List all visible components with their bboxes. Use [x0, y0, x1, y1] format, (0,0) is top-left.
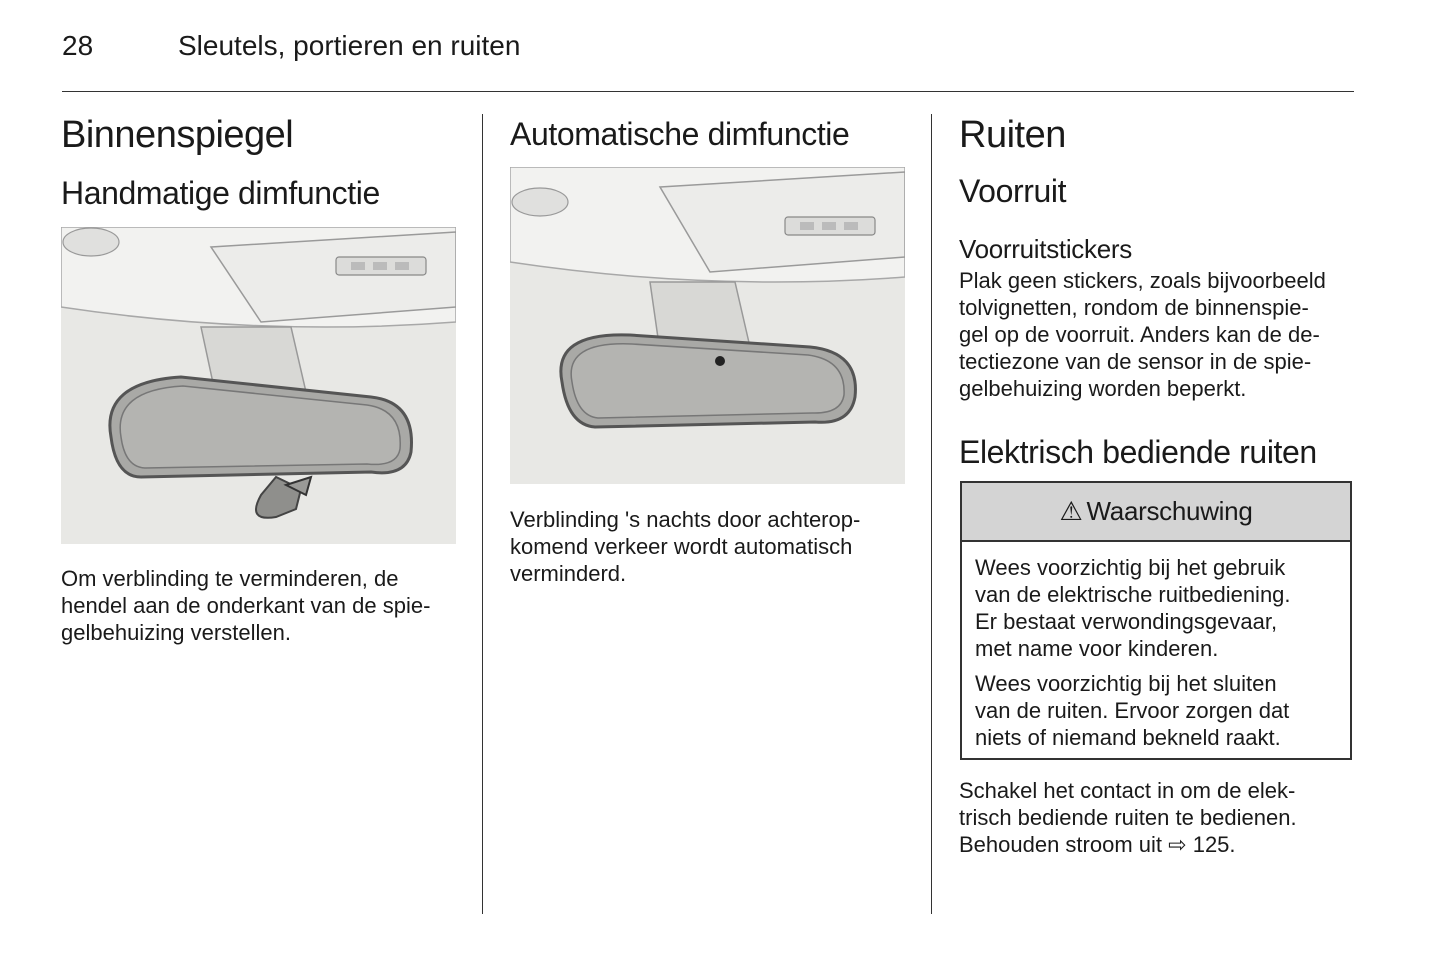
manual-dim-mirror-illustration — [61, 227, 456, 544]
page-reference[interactable]: 125. — [1186, 832, 1236, 857]
paragraph — [959, 267, 1359, 402]
minor-heading: Voorruitstickers — [959, 234, 1132, 264]
text-line: komend verkeer wordt automatisch — [510, 534, 853, 559]
page-number: 28 — [62, 30, 94, 61]
subsection-heading: Automatische dimfunctie — [510, 116, 850, 152]
paragraph — [61, 565, 461, 646]
text-line: gelbehuizing worden beperkt. — [959, 376, 1247, 401]
auto-dim-mirror-illustration — [510, 167, 905, 484]
subsection-heading: Voorruit — [959, 173, 1067, 209]
subsection-heading: Elektrisch bediende ruiten — [959, 434, 1317, 470]
warning-body — [962, 542, 1350, 751]
warning-box — [960, 481, 1352, 760]
text-line: Behouden stroom uit ⇨ 125. — [959, 832, 1236, 857]
text-line: gelbehuizing verstellen. — [61, 620, 291, 645]
text-line: tectiezone van de sensor in de spie- — [959, 349, 1312, 374]
column-divider — [931, 114, 932, 914]
warning-paragraph: Wees voorzichtig bij het gebruik van de elektrische ruitbediening. Er bestaat verwondingsgevaar, met name voor kinderen. — [975, 555, 1291, 661]
warning-triangle-icon: ⚠ — [1059, 496, 1083, 526]
text-line: hendel aan de onderkant van de spie- — [61, 593, 431, 618]
text-line: Schakel het contact in om de elek- — [959, 778, 1296, 803]
chapter-title: Sleutels, portieren en ruiten — [178, 30, 521, 61]
text-line: Om verblinding te verminderen, de — [61, 566, 399, 591]
warning-paragraph: Wees voorzichtig bij het sluiten van de ruiten. Ervoor zorgen dat niets of niemand bekneld raakt. — [975, 671, 1290, 750]
subsection-heading: Handmatige dimfunctie — [61, 175, 380, 211]
section-heading: Binnenspiegel — [61, 114, 294, 156]
text-line: tolvignetten, rondom de binnenspie- — [959, 295, 1309, 320]
text-line: verminderd. — [510, 561, 627, 586]
text-line: Plak geen stickers, zoals bijvoorbeeld — [959, 268, 1326, 293]
text-line: Verblinding 's nachts door achterop- — [510, 507, 861, 532]
arrow-reference-icon[interactable]: ⇨ — [1168, 832, 1187, 857]
warning-header — [962, 483, 1350, 542]
paragraph — [510, 506, 910, 587]
warning-title: Waarschuwing — [1086, 496, 1253, 526]
paragraph — [959, 777, 1359, 858]
text-line: trisch bediende ruiten te bedienen. — [959, 805, 1297, 830]
section-heading: Ruiten — [959, 114, 1066, 156]
header-rule — [62, 91, 1354, 92]
text-line: gel op de voorruit. Anders kan de de- — [959, 322, 1320, 347]
column-divider — [482, 114, 483, 914]
